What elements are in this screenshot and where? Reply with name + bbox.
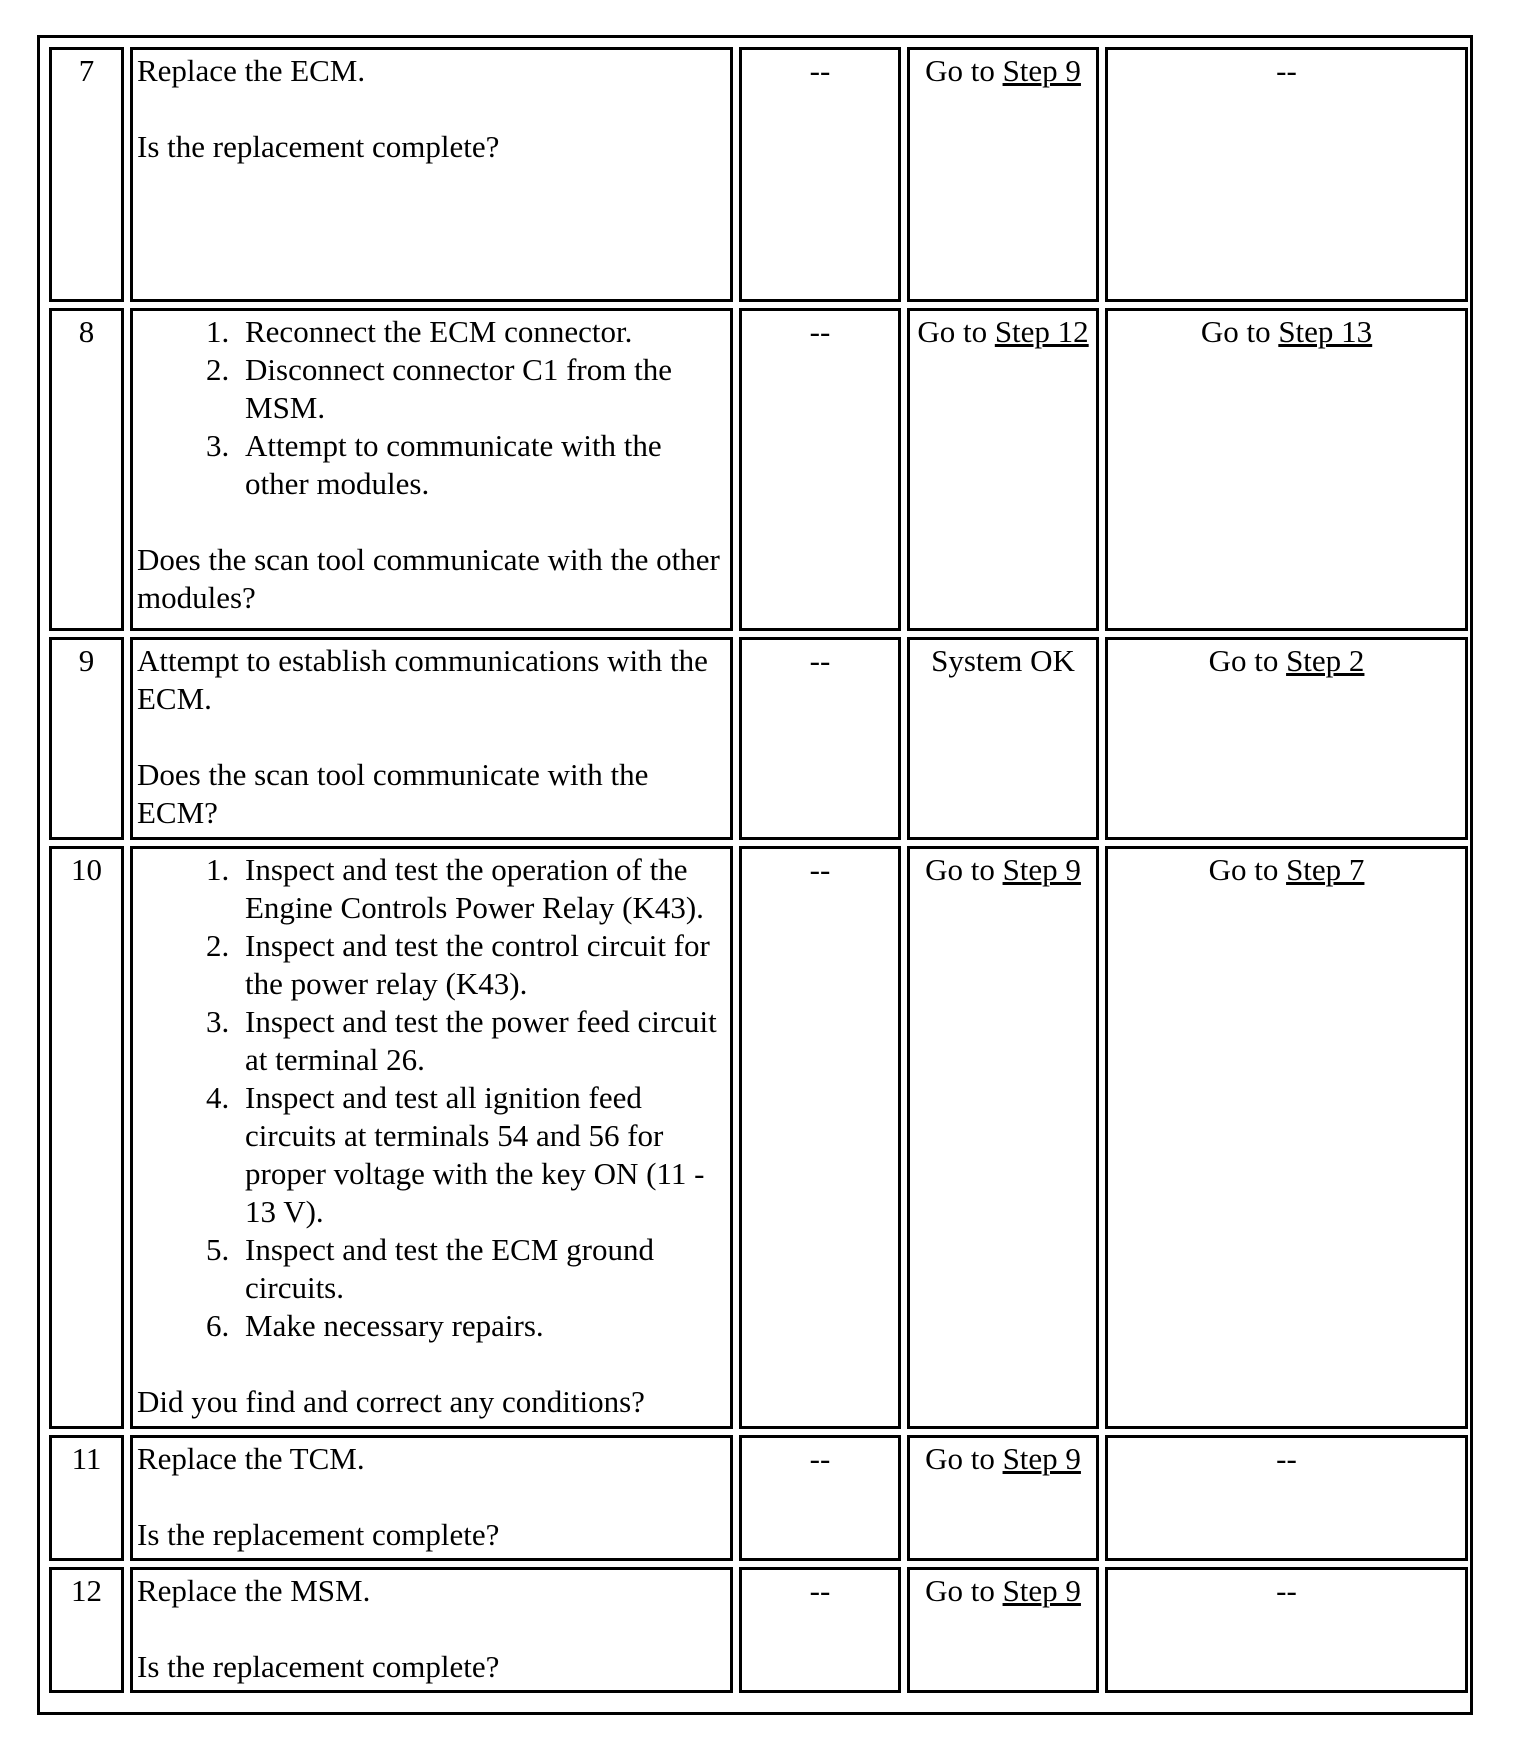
step-instruction: Replace the ECM. [137, 53, 366, 88]
step-action [130, 47, 733, 302]
step-yes-cell [907, 1435, 1099, 1561]
table-row-step-11 [49, 1435, 1468, 1561]
list-item: 5. Inspect and test the ECM ground circuits. [237, 1231, 726, 1307]
step-link[interactable]: Step 9 [1002, 1441, 1081, 1476]
step-link[interactable]: Step 9 [1002, 53, 1081, 88]
step-question: Does the scan tool communicate with the ECM? [137, 757, 649, 830]
list-item: 1. Inspect and test the operation of the Engine Controls Power Relay (K43). [237, 851, 726, 927]
table-row-step-7 [49, 47, 1468, 302]
yes-prefix: Go to [925, 852, 1003, 887]
step-question: Is the replacement complete? [137, 1517, 500, 1552]
step-number: 7 [49, 47, 124, 302]
list-item: 3. Inspect and test the power feed circuit at terminal 26. [237, 1003, 726, 1079]
step-no-cell [1105, 308, 1468, 631]
step-no-cell: -- [1105, 47, 1468, 302]
step-yes-cell: System OK [907, 637, 1099, 840]
step-question: Is the replacement complete? [137, 129, 500, 164]
step-link[interactable]: Step 2 [1286, 643, 1365, 678]
step-value: -- [739, 637, 901, 840]
step-instruction: Attempt to establish communications with the ECM. [137, 643, 708, 716]
list-item: 2. Inspect and test the control circuit for the power relay (K43). [237, 927, 726, 1003]
step-instruction: Replace the MSM. [137, 1573, 371, 1608]
step-link[interactable]: Step 12 [994, 314, 1089, 349]
step-question: Is the replacement complete? [137, 1649, 500, 1684]
step-action [130, 1567, 733, 1693]
list-item: 6. Make necessary repairs. [237, 1307, 726, 1345]
yes-prefix: Go to [925, 53, 1003, 88]
step-yes-cell [907, 846, 1099, 1429]
step-yes-cell [907, 1567, 1099, 1693]
step-number: 10 [49, 846, 124, 1429]
step-value: -- [739, 308, 901, 631]
yes-prefix: Go to [925, 1573, 1003, 1608]
step-value: -- [739, 1567, 901, 1693]
step-number: 12 [49, 1567, 124, 1693]
step-instruction: Replace the TCM. [137, 1441, 365, 1476]
step-value: -- [739, 846, 901, 1429]
step-value: -- [739, 1435, 901, 1561]
no-prefix: Go to [1208, 852, 1287, 887]
step-no-cell [1105, 637, 1468, 840]
step-link[interactable]: Step 9 [1002, 1573, 1081, 1608]
step-number: 8 [49, 308, 124, 631]
step-link[interactable]: Step 7 [1286, 852, 1365, 887]
diagnostic-steps-table [43, 41, 1474, 1699]
no-prefix: Go to [1200, 314, 1279, 349]
table-row-step-9 [49, 637, 1468, 840]
step-link[interactable]: Step 9 [1002, 852, 1081, 887]
step-yes-cell [907, 47, 1099, 302]
list-item: 2. Disconnect connector C1 from the MSM. [237, 351, 726, 427]
step-yes-cell [907, 308, 1099, 631]
step-no-cell: -- [1105, 1567, 1468, 1693]
table-row-step-12 [49, 1567, 1468, 1693]
list-item: 4. Inspect and test all ignition feed circuits at terminals 54 and 56 for proper voltage with the key ON (11 - 13 V). [237, 1079, 726, 1231]
step-action [130, 308, 733, 631]
list-item: 3. Attempt to communicate with the other modules. [237, 427, 726, 503]
list-item: 1. Reconnect the ECM connector. [237, 313, 726, 351]
step-link[interactable]: Step 13 [1278, 314, 1373, 349]
table-row-step-8 [49, 308, 1468, 631]
yes-prefix: Go to [917, 314, 995, 349]
diagnostic-table-frame [37, 35, 1473, 1715]
step-number: 9 [49, 637, 124, 840]
step-question: Did you find and correct any conditions? [137, 1384, 645, 1419]
step-action [130, 1435, 733, 1561]
action-list [137, 851, 726, 1345]
yes-prefix: Go to [925, 1441, 1003, 1476]
step-question: Does the scan tool communicate with the other modules? [137, 542, 720, 615]
step-number: 11 [49, 1435, 124, 1561]
step-action [130, 637, 733, 840]
step-action [130, 846, 733, 1429]
table-row-step-10 [49, 846, 1468, 1429]
action-list [137, 313, 726, 503]
no-prefix: Go to [1208, 643, 1287, 678]
step-no-cell [1105, 846, 1468, 1429]
step-no-cell: -- [1105, 1435, 1468, 1561]
step-value: -- [739, 47, 901, 302]
